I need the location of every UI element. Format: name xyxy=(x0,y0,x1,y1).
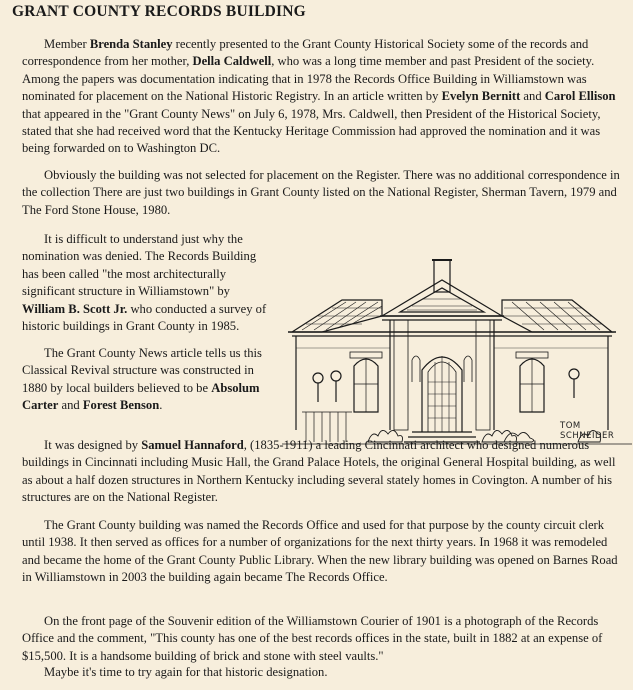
paragraph-builders: The Grant County News article tells us this Classical Revival structure was constructed in 1880 by local builders believed to be Absolum Carter and Forest Benson. xyxy=(22,346,262,413)
paragraph-souvenir-edition: On the front page of the Souvenir edition of the Williamstown Courier of 1901 is a photograph of the Records Office and the comment, "This county has one of the best records offices in the state, built in 1882 at an expense of $15,500. It is a handsome building of brick and stone with steel vaults." xyxy=(22,614,603,663)
name-absolum-carter: Absolum Carter xyxy=(22,380,260,413)
paragraph-intro: Member Brenda Stanley recently presented to the Grant County Historical Society some of the records and correspondence from her mother, Della Caldwell, who was a long time member and past President of the society. Among the papers was documentation indicating that in 1978 the Records Office Building in Williamstown was nominated for placement on the National Historic Registry. In an article written by Evelyn Bernitt and Carol Ellison that appeared in the "Grant County News" on July 6, 1978, Mrs. Caldwell, then President of the Historical Society, stated that she had received word that the Kentucky Heritage Commission had approved the nomination and it was being forwarded on to Washington DC. xyxy=(22,37,616,156)
name-william-scott: William B. Scott Jr. xyxy=(22,301,128,316)
paragraph-closing: Maybe it's time to try again for that historic designation. xyxy=(44,665,328,679)
name-evelyn-bernitt: Evelyn Bernitt xyxy=(441,89,521,104)
name-samuel-hannaford: Samuel Hannaford xyxy=(141,438,244,452)
paragraph-nomination-denied: It is difficult to understand just why the nomination was denied. The Records Building has been called "the most architecturally significant structure in Williamstown" by William B. Scott Jr. who conducted a survey of historic buildings in Grant County in 1985. xyxy=(22,232,267,334)
paragraph-register: Obviously the building was not selected for placement on the Register. There was no additional correspondence in the collection There are just two buildings in Grant County listed on the National Register, Sherman Tavern, 1979 and The Ford Stone House, 1980. xyxy=(22,168,620,217)
article-title: GRANT COUNTY RECORDS BUILDING xyxy=(12,3,306,20)
paragraph-architect: It was designed by Samuel Hannaford, (1835-1911) a leading Cincinnati architect who designed numerous buildings in Cincinnati including Music Hall, the Grand Palace Hotels, the original General Hospital building, as well as about a half dozen structures in Northern Kentucky including several stately homes in Covington. A number of his structures are on the National Register. xyxy=(22,438,616,505)
name-della-caldwell: Della Caldwell xyxy=(192,54,272,69)
name-brenda-stanley: Brenda Stanley xyxy=(89,37,173,51)
name-carol-ellison: Carol Ellison xyxy=(544,89,616,104)
name-forest-benson: Forest Benson xyxy=(82,398,160,413)
artist-signature: TOM SCHNEIDER xyxy=(560,421,615,441)
paragraph-history: The Grant County building was named the Records Office and used for that purpose by the county circuit clerk until 1938. It then served as offices for a number of organizations for the next thirty years. In 1968 it was remodeled and became the home of the Grant County Public Library. When the new library building was opened on Barnes Road in Williamstown in 2003 the building again became The Records Office. xyxy=(22,518,618,585)
